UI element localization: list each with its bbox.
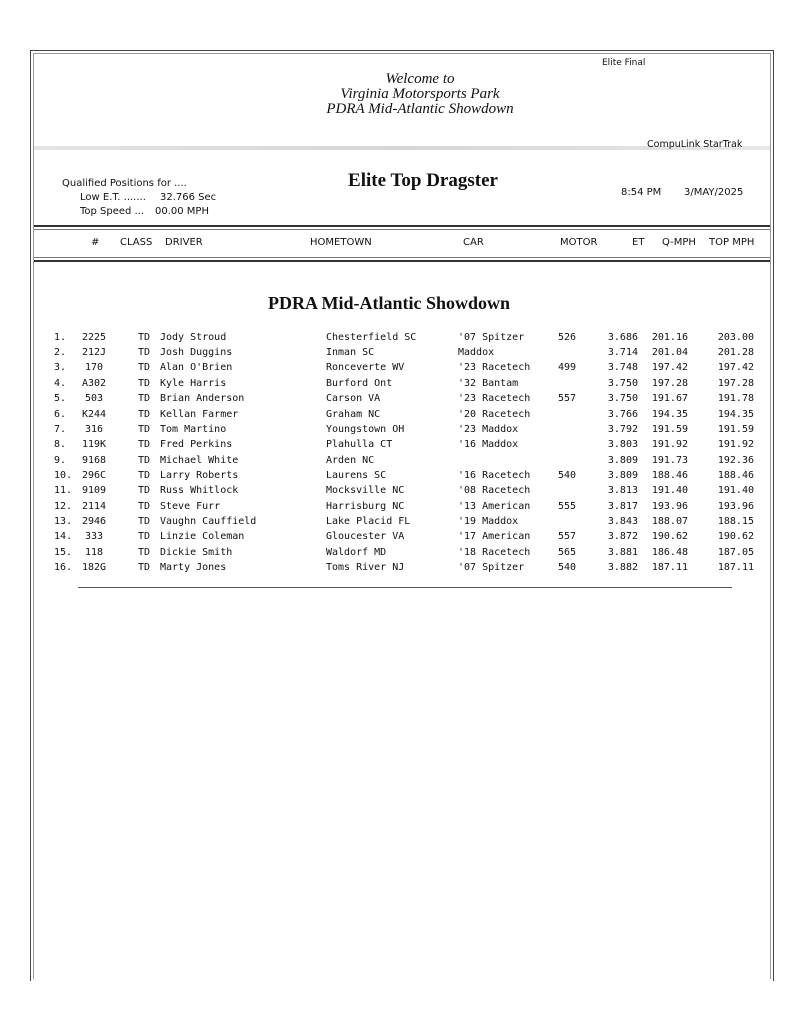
row-car-number: 9168	[81, 455, 107, 466]
row-hometown: Carson VA	[326, 393, 381, 404]
row-et: 3.750	[607, 378, 638, 389]
row-car: '16 Racetech	[458, 470, 531, 481]
welcome-block	[0, 72, 802, 117]
table-row	[0, 455, 802, 470]
table-row	[0, 393, 802, 408]
row-topmph: 191.59	[717, 424, 754, 435]
report-date: 3/MAY/2025	[684, 187, 744, 198]
row-et: 3.809	[607, 455, 638, 466]
row-car-number: 170	[84, 362, 104, 373]
report-time: 8:54 PM	[621, 187, 662, 198]
row-class: TD	[138, 439, 151, 450]
row-hometown: Ronceverte WV	[326, 362, 405, 373]
row-qmph: 191.92	[651, 439, 688, 450]
row-car-number: 316	[84, 424, 104, 435]
row-hometown: Mocksville NC	[326, 485, 405, 496]
row-driver: Dickie Smith	[160, 547, 233, 558]
col-topmph: TOP MPH	[709, 237, 755, 248]
row-position: 11.	[54, 485, 73, 496]
row-topmph: 192.36	[717, 455, 754, 466]
row-hometown: Youngstown OH	[326, 424, 405, 435]
col-et: ET	[632, 237, 645, 248]
welcome-line-1: Welcome to	[385, 71, 455, 87]
table-row	[0, 332, 802, 347]
row-motor: 540	[558, 562, 577, 573]
row-car: '08 Racetech	[458, 485, 531, 496]
row-et: 3.803	[607, 439, 638, 450]
row-position: 15.	[54, 547, 73, 558]
row-class: TD	[138, 424, 151, 435]
row-et: 3.714	[607, 347, 638, 358]
row-motor: 499	[558, 362, 577, 373]
row-et: 3.817	[607, 501, 638, 512]
row-qmph: 191.67	[651, 393, 688, 404]
row-class: TD	[138, 547, 151, 558]
row-position: 2.	[54, 347, 67, 358]
header-rule-bottom	[34, 260, 770, 262]
row-qmph: 186.48	[651, 547, 688, 558]
table-row	[0, 378, 802, 393]
col-class: CLASS	[120, 237, 153, 248]
row-hometown: Graham NC	[326, 409, 381, 420]
header-rule-top-thin	[34, 229, 770, 230]
row-qmph: 191.40	[651, 485, 688, 496]
row-driver: Steve Furr	[160, 501, 221, 512]
row-hometown: Burford Ont	[326, 378, 393, 389]
row-position: 14.	[54, 531, 73, 542]
table-row	[0, 485, 802, 500]
event-title: Elite Top Dragster	[348, 170, 498, 191]
row-driver: Jody Stroud	[160, 332, 227, 343]
row-car: '23 Maddox	[458, 424, 519, 435]
row-class: TD	[138, 485, 151, 496]
row-position: 8.	[54, 439, 67, 450]
row-class: TD	[138, 562, 151, 573]
row-car-number: A302	[81, 378, 107, 389]
row-car-number: 296C	[81, 470, 107, 481]
table-row	[0, 562, 802, 577]
row-car-number: 333	[84, 531, 104, 542]
row-qmph: 201.04	[651, 347, 688, 358]
row-motor: 555	[558, 501, 577, 512]
row-topmph: 191.92	[717, 439, 754, 450]
row-et: 3.843	[607, 516, 638, 527]
row-car-number: 118	[84, 547, 104, 558]
row-car-number: K244	[81, 409, 107, 420]
row-topmph: 193.96	[717, 501, 754, 512]
col-num: #	[91, 237, 100, 248]
row-class: TD	[138, 470, 151, 481]
row-driver: Vaughn Cauffield	[160, 516, 257, 527]
table-row	[0, 547, 802, 562]
row-qmph: 188.46	[651, 470, 688, 481]
row-car-number: 2114	[81, 501, 107, 512]
row-driver: Alan O'Brien	[160, 362, 233, 373]
row-topmph: 190.62	[717, 531, 754, 542]
low-et-label: Low E.T. .......	[80, 192, 146, 203]
row-class: TD	[138, 362, 151, 373]
row-car-number: 9109	[81, 485, 107, 496]
row-class: TD	[138, 516, 151, 527]
row-qmph: 197.28	[651, 378, 688, 389]
row-position: 7.	[54, 424, 67, 435]
header-rule-top	[34, 225, 770, 227]
row-et: 3.872	[607, 531, 638, 542]
header-rule-bottom-thin	[34, 257, 770, 258]
table-row	[0, 347, 802, 362]
row-qmph: 193.96	[651, 501, 688, 512]
row-et: 3.792	[607, 424, 638, 435]
row-position: 16.	[54, 562, 73, 573]
row-qmph: 191.59	[651, 424, 688, 435]
row-motor: 565	[558, 547, 577, 558]
row-driver: Linzie Coleman	[160, 531, 245, 542]
row-motor: 526	[558, 332, 577, 343]
row-hometown: Plahulla CT	[326, 439, 393, 450]
row-position: 6.	[54, 409, 67, 420]
row-motor: 540	[558, 470, 577, 481]
row-hometown: Toms River NJ	[326, 562, 405, 573]
row-topmph: 197.42	[717, 362, 754, 373]
row-driver: Russ Whitlock	[160, 485, 239, 496]
row-hometown: Arden NC	[326, 455, 375, 466]
row-et: 3.882	[607, 562, 638, 573]
row-driver: Michael White	[160, 455, 239, 466]
elite-final-label: Elite Final	[602, 58, 646, 68]
row-driver: Larry Roberts	[160, 470, 239, 481]
row-class: TD	[138, 347, 151, 358]
table-row	[0, 470, 802, 485]
row-position: 4.	[54, 378, 67, 389]
row-class: TD	[138, 455, 151, 466]
row-car: '32 Bantam	[458, 378, 519, 389]
row-topmph: 187.11	[717, 562, 754, 573]
welcome-line-3: PDRA Mid-Atlantic Showdown	[326, 101, 514, 117]
row-topmph: 188.46	[717, 470, 754, 481]
row-driver: Brian Anderson	[160, 393, 245, 404]
row-hometown: Waldorf MD	[326, 547, 387, 558]
welcome-line-2: Virginia Motorsports Park	[340, 86, 500, 102]
compulink-label: CompuLink StarTrak	[647, 139, 743, 150]
row-driver: Fred Perkins	[160, 439, 233, 450]
row-qmph: 191.73	[651, 455, 688, 466]
row-class: TD	[138, 393, 151, 404]
row-position: 12.	[54, 501, 73, 512]
row-car: Maddox	[458, 347, 495, 358]
col-car: CAR	[463, 237, 484, 248]
col-hometown: HOMETOWN	[310, 237, 372, 248]
row-driver: Marty Jones	[160, 562, 227, 573]
row-motor: 557	[558, 393, 577, 404]
row-et: 3.881	[607, 547, 638, 558]
row-car: '07 Spitzer	[458, 562, 525, 573]
qualified-label: Qualified Positions for ....	[62, 178, 187, 189]
row-driver: Kyle Harris	[160, 378, 227, 389]
table-row	[0, 424, 802, 439]
row-topmph: 188.15	[717, 516, 754, 527]
row-et: 3.748	[607, 362, 638, 373]
row-topmph: 191.78	[717, 393, 754, 404]
row-qmph: 188.07	[651, 516, 688, 527]
row-position: 1.	[54, 332, 67, 343]
row-class: TD	[138, 531, 151, 542]
row-class: TD	[138, 378, 151, 389]
row-hometown: Laurens SC	[326, 470, 387, 481]
table-row	[0, 501, 802, 516]
row-car: '23 Racetech	[458, 393, 531, 404]
row-et: 3.686	[607, 332, 638, 343]
row-car-number: 182G	[81, 562, 107, 573]
row-qmph: 197.42	[651, 362, 688, 373]
row-topmph: 201.28	[717, 347, 754, 358]
low-et-value: 32.766 Sec	[160, 192, 217, 203]
table-row	[0, 409, 802, 424]
row-driver: Tom Martino	[160, 424, 227, 435]
row-hometown: Gloucester VA	[326, 531, 405, 542]
row-qmph: 201.16	[651, 332, 688, 343]
row-position: 10.	[54, 470, 73, 481]
row-topmph: 194.35	[717, 409, 754, 420]
row-class: TD	[138, 332, 151, 343]
row-car: '18 Racetech	[458, 547, 531, 558]
row-class: TD	[138, 501, 151, 512]
row-driver: Kellan Farmer	[160, 409, 239, 420]
row-car-number: 503	[84, 393, 104, 404]
results-end-rule	[78, 587, 732, 588]
row-qmph: 187.11	[651, 562, 688, 573]
row-topmph: 197.28	[717, 378, 754, 389]
row-car: '16 Maddox	[458, 439, 519, 450]
row-car-number: 2946	[81, 516, 107, 527]
row-et: 3.813	[607, 485, 638, 496]
row-position: 5.	[54, 393, 67, 404]
col-motor: MOTOR	[560, 237, 598, 248]
row-et: 3.809	[607, 470, 638, 481]
row-car: '23 Racetech	[458, 362, 531, 373]
row-car: '13 American	[458, 501, 531, 512]
row-car-number: 119K	[81, 439, 107, 450]
row-et: 3.766	[607, 409, 638, 420]
row-hometown: Inman SC	[326, 347, 375, 358]
top-speed-label: Top Speed ...	[80, 206, 145, 217]
row-hometown: Harrisburg NC	[326, 501, 405, 512]
row-class: TD	[138, 409, 151, 420]
row-car-number: 212J	[81, 347, 107, 358]
table-row	[0, 439, 802, 454]
col-driver: DRIVER	[165, 237, 203, 248]
row-car: '17 American	[458, 531, 531, 542]
row-position: 3.	[54, 362, 67, 373]
row-topmph: 191.40	[717, 485, 754, 496]
row-position: 9.	[54, 455, 67, 466]
row-qmph: 190.62	[651, 531, 688, 542]
row-position: 13.	[54, 516, 73, 527]
table-row	[0, 362, 802, 377]
row-car: '20 Racetech	[458, 409, 531, 420]
table-row	[0, 531, 802, 546]
row-topmph: 203.00	[717, 332, 754, 343]
row-driver: Josh Duggins	[160, 347, 233, 358]
row-hometown: Chesterfield SC	[326, 332, 417, 343]
row-car-number: 2225	[81, 332, 107, 343]
row-car: '19 Maddox	[458, 516, 519, 527]
row-motor: 557	[558, 531, 577, 542]
row-hometown: Lake Placid FL	[326, 516, 411, 527]
top-speed-value: 00.00 MPH	[155, 206, 209, 217]
row-qmph: 194.35	[651, 409, 688, 420]
col-qmph: Q-MPH	[662, 237, 696, 248]
table-row	[0, 516, 802, 531]
row-car: '07 Spitzer	[458, 332, 525, 343]
row-topmph: 187.05	[717, 547, 754, 558]
section-title: PDRA Mid-Atlantic Showdown	[267, 293, 511, 313]
row-et: 3.750	[607, 393, 638, 404]
